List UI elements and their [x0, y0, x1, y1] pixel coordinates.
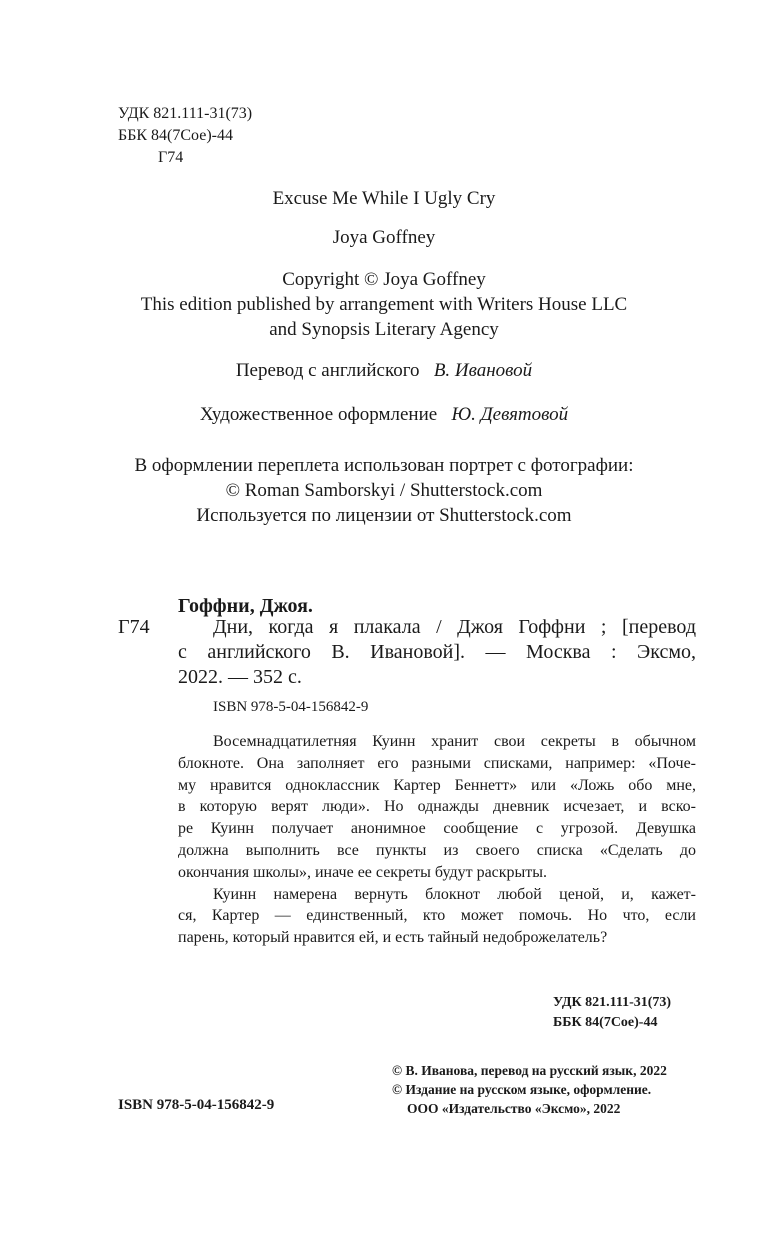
photo-copyright-line: © Roman Samborskyi / Shutterstock.com	[225, 480, 543, 501]
design-label: Художественное оформление	[199, 404, 438, 425]
designer-name: Ю. Девятовой	[451, 404, 569, 425]
design-credit	[0, 404, 768, 426]
annotation-line: в которую верят люди». Но однажды дневник исчезает, и вско-	[178, 798, 696, 816]
isbn-footer: ISBN 978-5-04-156842-9	[118, 1097, 275, 1113]
bibliographic-author: Гоффни, Джоя.	[178, 595, 313, 617]
bibliographic-line: с английского В. Ивановой]. — Москва : Эксмо,	[178, 641, 696, 663]
copyright-footer	[392, 1061, 667, 1118]
original-author: Joya Goffney	[332, 227, 436, 248]
udk-code: УДК 821.111-31(73)	[553, 995, 672, 1010]
bbk-code: ББК 84(7Сое)-44	[553, 1015, 658, 1030]
classification-block	[118, 103, 252, 169]
annotation-line: ре Куинн получает анонимное сообщение с угрозой. Девушка	[178, 820, 696, 838]
bibliographic-line: Дни, когда я плакала / Джоя Гоффни ; [перевод	[213, 616, 696, 638]
copyright-block	[0, 267, 768, 342]
translation-copyright: © В. Иванова, перевод на русский язык, 2022	[392, 1063, 667, 1078]
cover-photo-line: В оформлении переплета использован портрет с фотографии:	[134, 455, 634, 476]
author-sign: Г74	[158, 149, 184, 166]
bibliographic-description	[178, 615, 696, 690]
bibliographic-sign: Г74	[118, 616, 150, 638]
translator-name: В. Ивановой	[433, 360, 533, 381]
bibliographic-isbn: ISBN 978-5-04-156842-9	[213, 699, 369, 715]
udk-code: УДК 821.111-31(73)	[118, 105, 253, 122]
cover-photo-credit	[0, 453, 768, 528]
annotation	[178, 731, 696, 949]
bbk-code: ББК 84(7Сое)-44	[118, 127, 233, 144]
annotation-line: блокноте. Она заполняет его разными списками, например: «Поче-	[178, 754, 696, 772]
translation-label: Перевод с английского	[235, 360, 420, 381]
license-line: Используется по лицензии от Shutterstock.com	[196, 505, 572, 526]
translation-credit	[0, 360, 768, 382]
annotation-line: Восемнадцатилетняя Куинн хранит свои секреты в обычном	[213, 733, 696, 750]
annotation-line: парень, который нравится ей, и есть тайный недоброжелатель?	[178, 929, 608, 947]
annotation-line: ся, Картер — единственный, кто может помочь. Но что, если	[178, 907, 696, 925]
bibliographic-line: 2022. — 352 с.	[178, 666, 302, 688]
original-title: Excuse Me While I Ugly Cry	[272, 188, 496, 209]
annotation-line: должна выполнить все пункты из своего списка «Сделать до	[178, 841, 696, 859]
publisher-copyright: ООО «Издательство «Эксмо», 2022	[407, 1101, 621, 1116]
agency-line: and Synopsis Literary Agency	[269, 319, 499, 340]
edition-line: This edition published by arrangement with Writers House LLC	[140, 294, 628, 315]
edition-copyright: © Издание на русском языке, оформление.	[392, 1082, 652, 1097]
udk-footer	[553, 993, 671, 1033]
annotation-line: Куинн намерена вернуть блокнот любой ценой, и, кажет-	[213, 885, 696, 903]
annotation-line: му нравится одноклассник Картер Беннетт» или «Ложь обо мне,	[178, 776, 696, 794]
annotation-line: окончания школы», иначе ее секреты будут раскрыты.	[178, 863, 548, 881]
copyright-line: Copyright © Joya Goffney	[282, 269, 486, 290]
